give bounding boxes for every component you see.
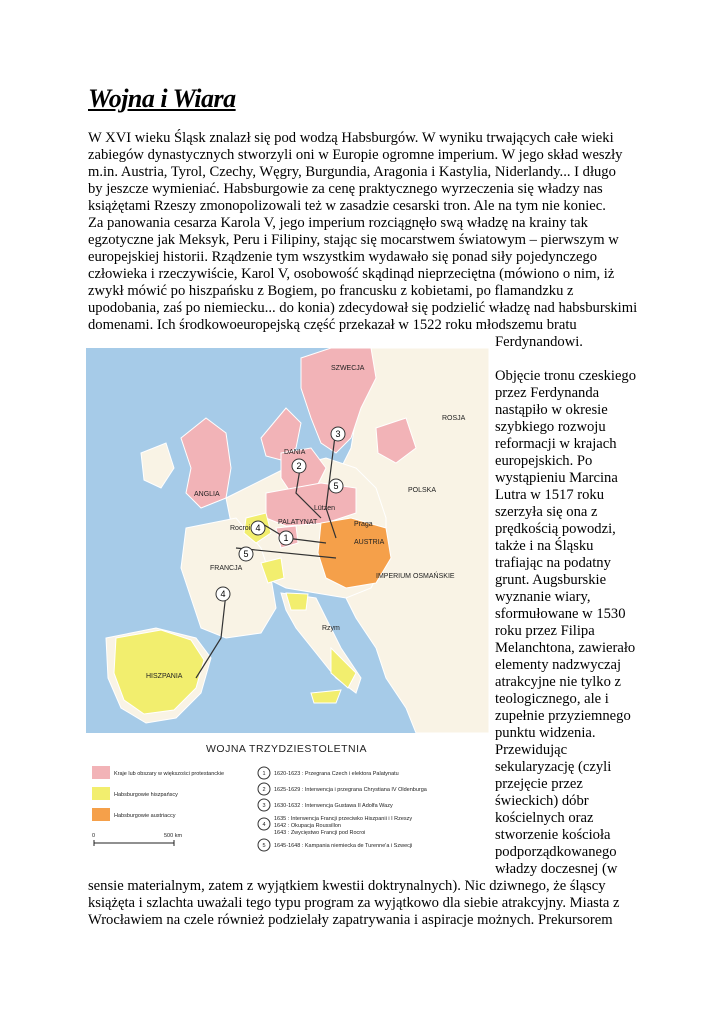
text-line: nastąpiło w okresie [495, 402, 608, 418]
text-line: W XVI wieku Śląsk znalazł się pod wodzą Habsburgów. W wyniku trwających całe wieki [88, 130, 614, 146]
legend-swatch-spanish [92, 787, 110, 800]
text-line: zabiegów dynastycznych stworzyli oni w Europie ogromne imperium. W jego skład weszły [88, 147, 623, 163]
text-line: elementy nadzwyczaj [495, 657, 622, 673]
text-line: Objęcie tronu czeskiego [495, 368, 637, 384]
label-lutzen: Lützen [314, 505, 336, 512]
event-text: 1642 : Okupacja Roussillon [274, 823, 341, 829]
text-line: sensie materialnym, zatem z wyjątkiem kwestii doktrynalnych). Nic dziwnego, że śląscy [88, 878, 606, 894]
text-line: Przewidując [495, 742, 568, 758]
text-line: wyznanie wiary, [495, 589, 591, 605]
event-num: 5 [262, 843, 266, 849]
label-rosja: ROSJA [442, 415, 466, 422]
text-line: europejskiej historii. Rządzenie tym wszystkim wydawało się ponad siły pojedynczego [88, 249, 598, 265]
campaign-marker-label: 4 [220, 589, 226, 599]
event-num: 1 [262, 771, 266, 777]
text-line: świeckich) dóbr [495, 793, 589, 809]
text-line: Wrocławiem na czele również podzielały zapatrywania i aspiracje możnych. Prekursorem [88, 912, 613, 928]
text-line: książęta i szlachta uważali tego typu program za wyjątkowo dla siebie atrakcyjny. Miasta z [88, 895, 620, 911]
legend-label: Habsburgowie hiszpańscy [114, 792, 178, 798]
label-dania: DANIA [284, 449, 306, 456]
text-line: szybkiego rozwoju [495, 419, 606, 435]
event-text: 1643 : Zwycięstwo Francji pod Rocroi [274, 830, 366, 836]
text-line: by jeszcze wymieniać. Habsburgowie za cenę praktycznego wyrzeczenia się władzy nas [88, 181, 603, 197]
text-line: domenami. Ich środkowoeuropejską część przekazał w 1522 roku młodszemu bratu [88, 317, 577, 333]
text-line: reformacji w krajach [495, 436, 617, 452]
event-num: 3 [262, 803, 266, 809]
campaign-marker-label: 5 [243, 549, 249, 559]
text-line: prędkością powodzi, [495, 521, 616, 537]
event-text: 1620-1623 : Przegrana Czech i elektora Palatynatu [274, 771, 399, 777]
label-francja: FRANCJA [210, 565, 243, 572]
scale-start: 0 [92, 833, 96, 839]
campaign-marker-label: 3 [335, 429, 341, 439]
text-line: upodobania, zaś po niemiecku... do konia) zdecydował się podzielić władzę nad habsburskimi [88, 300, 638, 316]
label-praga: Praga [354, 521, 373, 528]
legend-label: Habsburgowie austriaccy [114, 813, 176, 819]
map-caption: WOJNA TRZYDZIESTOLETNIA [206, 743, 368, 755]
campaign-marker-label: 2 [296, 461, 302, 471]
scale-end: 500 km [164, 833, 183, 839]
text-line: książętami Rzeszy zmonopolizowali też w zasadzie cesarski tron. Ale na tym nie koniec. [88, 198, 606, 214]
thirty-years-war-map [86, 348, 489, 853]
event-text: 1635 : Interwencja Francji przeciwko Hiszpanii i I Rzeszy [274, 816, 413, 822]
event-text: 1630-1632 : Interwencja Gustawa II Adolfa Wazy [274, 803, 393, 809]
map-legend [92, 766, 428, 851]
text-line: Lutra w 1517 roku [495, 487, 605, 503]
text-line: stworzenie kościoła [495, 827, 611, 843]
text-line: grunt. Augsburskie [495, 572, 607, 588]
label-rzym: Rzym [322, 625, 340, 632]
text-line: Za panowania cesarza Karola V, jego imperium rozciągnęło swą władzę na krainy tak [88, 215, 588, 231]
event-num: 2 [262, 787, 266, 793]
text-line: wystąpieniu Marcina [495, 470, 618, 486]
text-line: m.in. Austria, Tyrol, Czechy, Węgry, Burgundia, Aragonia i Kastylia, Niderlandy... I długo [88, 164, 616, 180]
text-line: teologicznego, ale i [495, 691, 609, 707]
label-austria: AUSTRIA [354, 539, 385, 546]
text-line: punktu widzenia. [495, 725, 596, 741]
text-line: sformułowane w 1530 [495, 606, 626, 622]
text-line: kościelnych oraz [495, 810, 594, 826]
event-num: 4 [262, 822, 266, 828]
text-line: także i na Śląsku [495, 538, 594, 554]
text-line: podporządkowanego [495, 844, 617, 860]
text-line: egzotyczne jak Meksyk, Peru i Filipiny, stając się mocarstwem światowym – pierwszym w [88, 232, 619, 248]
event-text: 1645-1648 : Kampania niemiecka de Turenne'a i Szwecji [274, 843, 413, 849]
label-palatynat: PALATYNAT [278, 519, 318, 526]
label-szwecja: SZWECJA [331, 365, 365, 372]
legend-swatch-protestant [92, 766, 110, 779]
label-anglia: ANGLIA [194, 491, 220, 498]
text-line: szerzyła się ona z [495, 504, 598, 520]
text-line: roku przez Filipa [495, 623, 595, 639]
text-line: człowieka i rzeczywiście, Karol V, osobowość skądinąd nieprzeciętna (mówiono o nim, iż [88, 266, 615, 282]
label-rocroi: Rocroi [230, 525, 251, 532]
text-line: Ferdynandowi. [495, 334, 583, 350]
legend-label: Kraje lub obszary w większości protestanckie [114, 771, 225, 777]
map-figure [86, 348, 489, 853]
label-hiszpania: HISZPANIA [146, 673, 183, 680]
text-line: trafiając na podatny [495, 555, 611, 571]
text-line: zupełnie przyziemnego [495, 708, 631, 724]
campaign-marker-label: 4 [255, 523, 261, 533]
text-line: przez Ferdynanda [495, 385, 600, 401]
text-line: sekularyzację (czyli [495, 759, 612, 775]
text-line: Melanchtona, zawierało [495, 640, 636, 656]
text-line: europejskich. Po [495, 453, 593, 469]
article-title: Wojna i Wiara [88, 84, 236, 113]
text-line: władzy doczesnej (w [495, 861, 618, 877]
event-text: 1625-1629 : Interwencja i przegrana Chrystiana IV Oldenburga [274, 787, 427, 793]
campaign-marker-label: 5 [333, 481, 339, 491]
campaign-marker-label: 1 [283, 533, 289, 543]
text-line: atrakcyjne nie tylko z [495, 674, 622, 690]
label-imperium: IMPERIUM OSMAŃSKIE [376, 573, 455, 580]
legend-swatch-austrian [92, 808, 110, 821]
text-line: przejęcie przez [495, 776, 583, 792]
label-polska: POLSKA [408, 487, 437, 494]
text-line: zwykł mówić po hiszpańsku z Bogiem, po francusku z kobietami, po flamandzku z [88, 283, 574, 299]
